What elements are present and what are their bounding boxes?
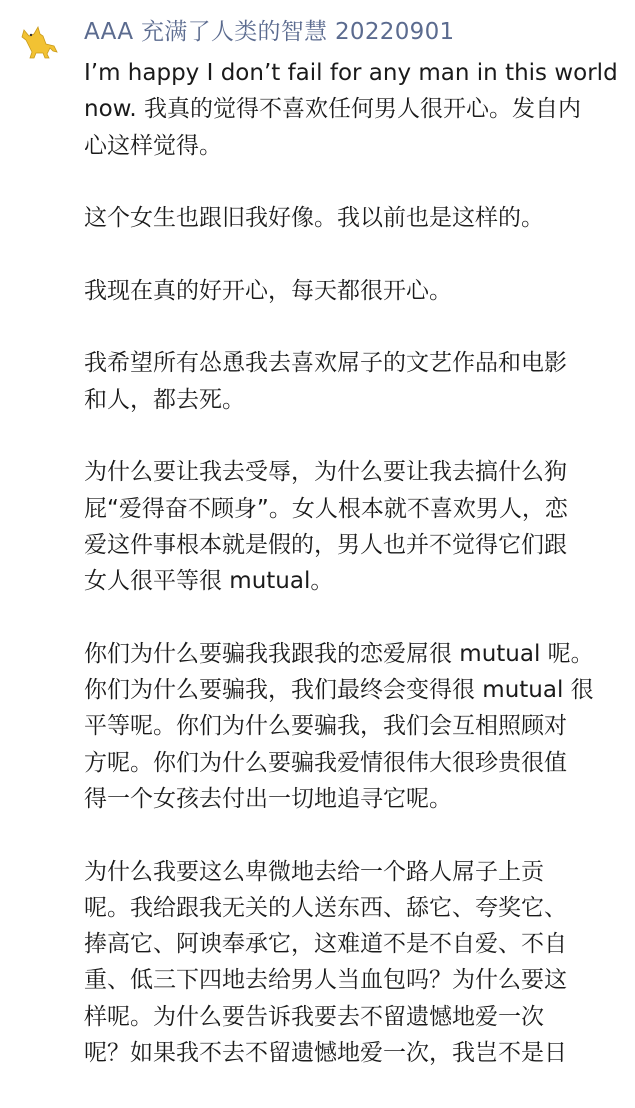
text-line: 呢。我给跟我无关的人送东西、舔它、夸奖它、 <box>84 894 567 921</box>
paragraph-2 <box>84 200 632 236</box>
post-body <box>84 55 632 1108</box>
paragraph-7 <box>84 854 632 1072</box>
text-line: 和人，都去死。 <box>84 386 245 413</box>
paragraph-4 <box>84 345 632 418</box>
text-line: 呢？如果我不去不留遗憾地爱一次，我岂不是日 <box>84 1040 567 1067</box>
text-line: 屁“爱得奋不顾身”。女人根本就不喜欢男人，恋 <box>84 495 568 522</box>
text-line: 样呢。为什么要告诉我要去不留遗憾地爱一次 <box>84 1003 544 1030</box>
text-line: 女人很平等很 mutual。 <box>84 568 334 595</box>
text-line: 捧高它、阿谀奉承它，这难道不是不自爱、不自 <box>84 931 567 958</box>
text-line: 我希望所有怂恿我去喜欢屌子的文艺作品和电影 <box>84 350 567 377</box>
username[interactable]: AAA 充满了人类的智慧 20220901 <box>84 19 455 45</box>
text-line: 你们为什么要骗我我跟我的恋爱屌很 mutual 呢。 <box>84 640 594 667</box>
paragraph-5 <box>84 454 632 599</box>
cat-avatar-icon[interactable] <box>20 24 60 60</box>
text-line: 为什么我要这么卑微地去给一个路人屌子上贡 <box>84 858 544 885</box>
paragraph-3 <box>84 273 632 309</box>
text-line: 这个女生也跟旧我好像。我以前也是这样的。 <box>84 205 544 232</box>
text-line: 得一个女孩去付出一切地追寻它呢。 <box>84 785 452 812</box>
paragraph-1 <box>84 55 632 164</box>
text-line: 为什么要让我去受辱，为什么要让我去搞什么狗 <box>84 459 567 486</box>
text-line: 方呢。你们为什么要骗我爱情很伟大很珍贵很值 <box>84 749 567 776</box>
text-line: 平等呢。你们为什么要骗我，我们会互相照顾对 <box>84 713 567 740</box>
text-line: 爱这件事根本就是假的，男人也并不觉得它们跟 <box>84 531 567 558</box>
text-line: now. 我真的觉得不喜欢任何男人很开心。发自内 <box>84 96 581 123</box>
text-line: 重、低三下四地去给男人当血包吗？为什么要这 <box>84 967 567 994</box>
text-line: 你们为什么要骗我，我们最终会变得很 mutual 很 <box>84 677 594 704</box>
cat-avatar-svg <box>20 24 60 60</box>
paragraph-6 <box>84 636 632 817</box>
text-line: 我现在真的好开心，每天都很开心。 <box>84 277 452 304</box>
text-line: I’m happy I don’t fail for any man in this world <box>84 60 618 86</box>
text-line: 心这样觉得。 <box>84 132 222 159</box>
